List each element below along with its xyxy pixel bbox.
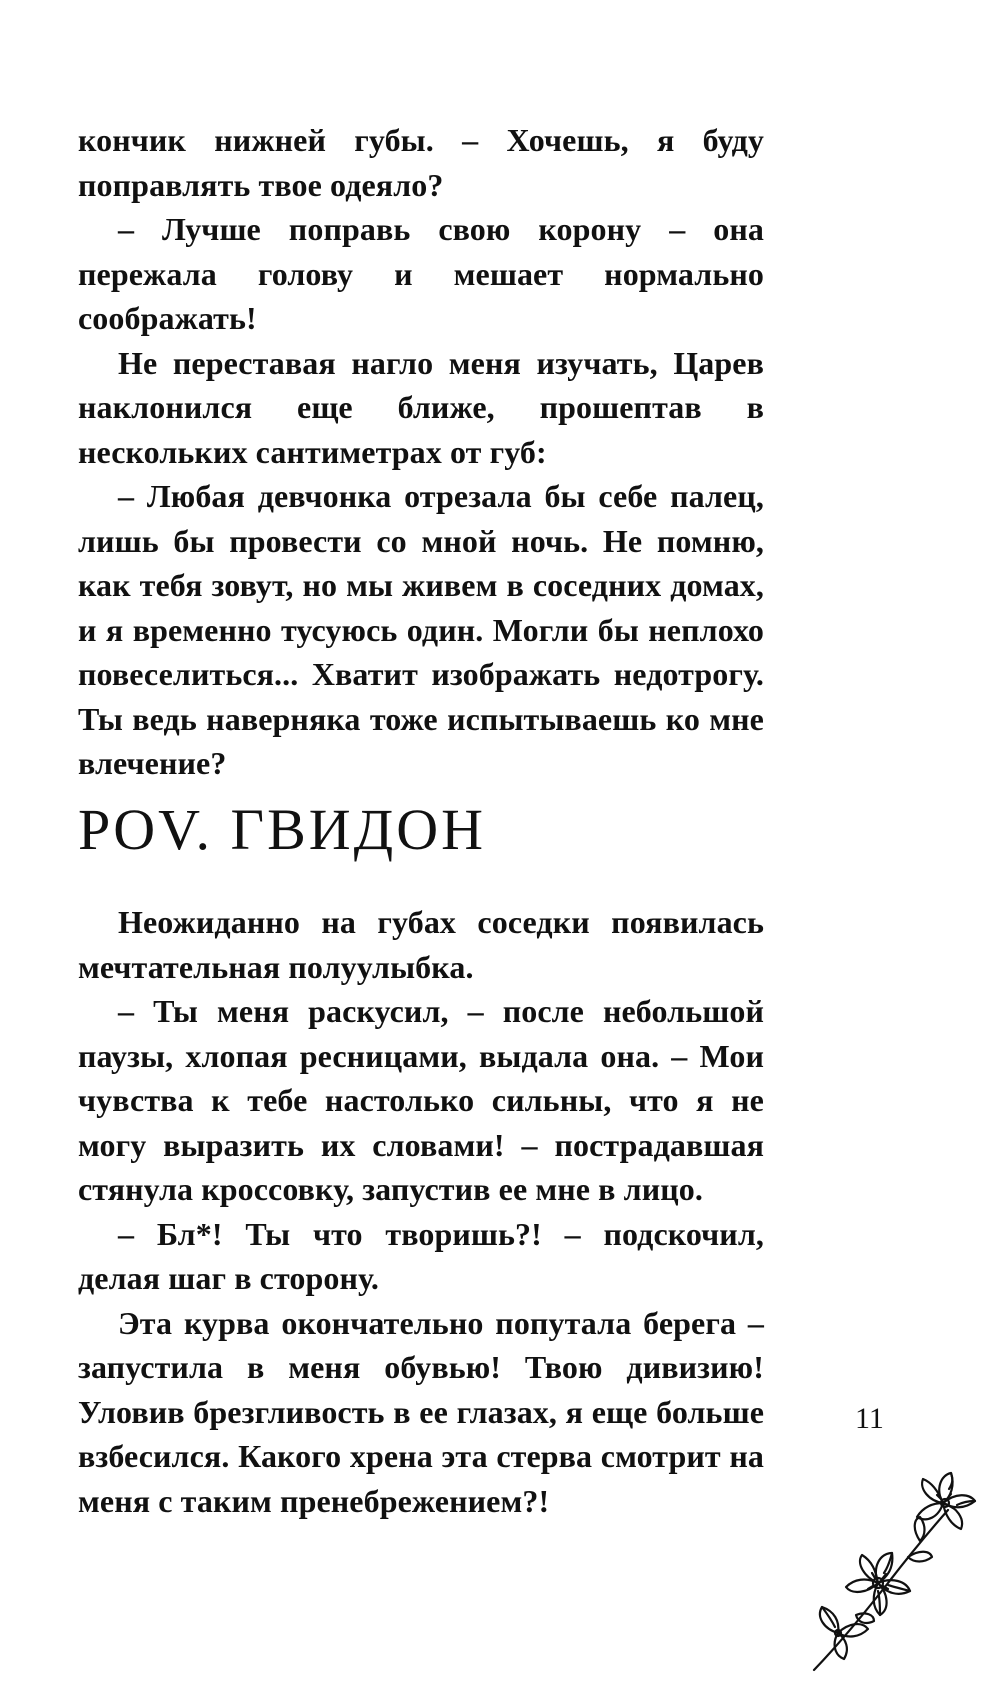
bottom-text-block [78,900,764,1523]
paragraph: Не переставая нагло меня изучать, Царев наклонился еще ближе, прошептав в нескольких сантиметрах от губ: [78,344,764,470]
flower-branch-icon [808,1465,988,1675]
paragraph: – Лучше поправь свою корону – она пережала голову и мешает нормально соображать! [78,211,764,336]
paragraph: Неожиданно на губах соседки появилась мечтательная полуулыбка. [78,904,764,985]
top-text-block [78,118,764,786]
paragraph: – Бл*! Ты что творишь?! – подскочил, делая шаг в сторону. [78,1215,764,1296]
paragraph: Эта курва окончательно попутала берега – запустила в меня обувью! Твою дивизию! Уловив брезгливость в ее глазах, я еще больше взбесился. Какого хрена эта стерва смотрит на меня с таким пренебрежением?! [78,1304,764,1519]
page-number: 11 [855,1402,884,1435]
paragraph: кончик нижней губы. – Хочешь, я буду поправлять твое одеяло? [78,122,764,203]
paragraph: – Любая девчонка отрезала бы себе палец, лишь бы провести со мной ночь. Не помню, как тебя зовут, но мы живем в соседних домах, и я временно тусуюсь один. Могли бы неплохо повеселиться... Хватит изображать недотрогу. Ты ведь наверняка тоже испытываешь ко мне влечение? [78,478,764,781]
paragraph: – Ты меня раскусил, – после небольшой паузы, хлопая ресницами, выдала она. – Мои чувства к тебе настолько сильны, что я не могу выразить их словами! – пострадавшая стянула кроссовку, запустив ее мне в лицо. [78,993,764,1207]
chapter-title: POV. ГВИДОН [78,797,486,862]
